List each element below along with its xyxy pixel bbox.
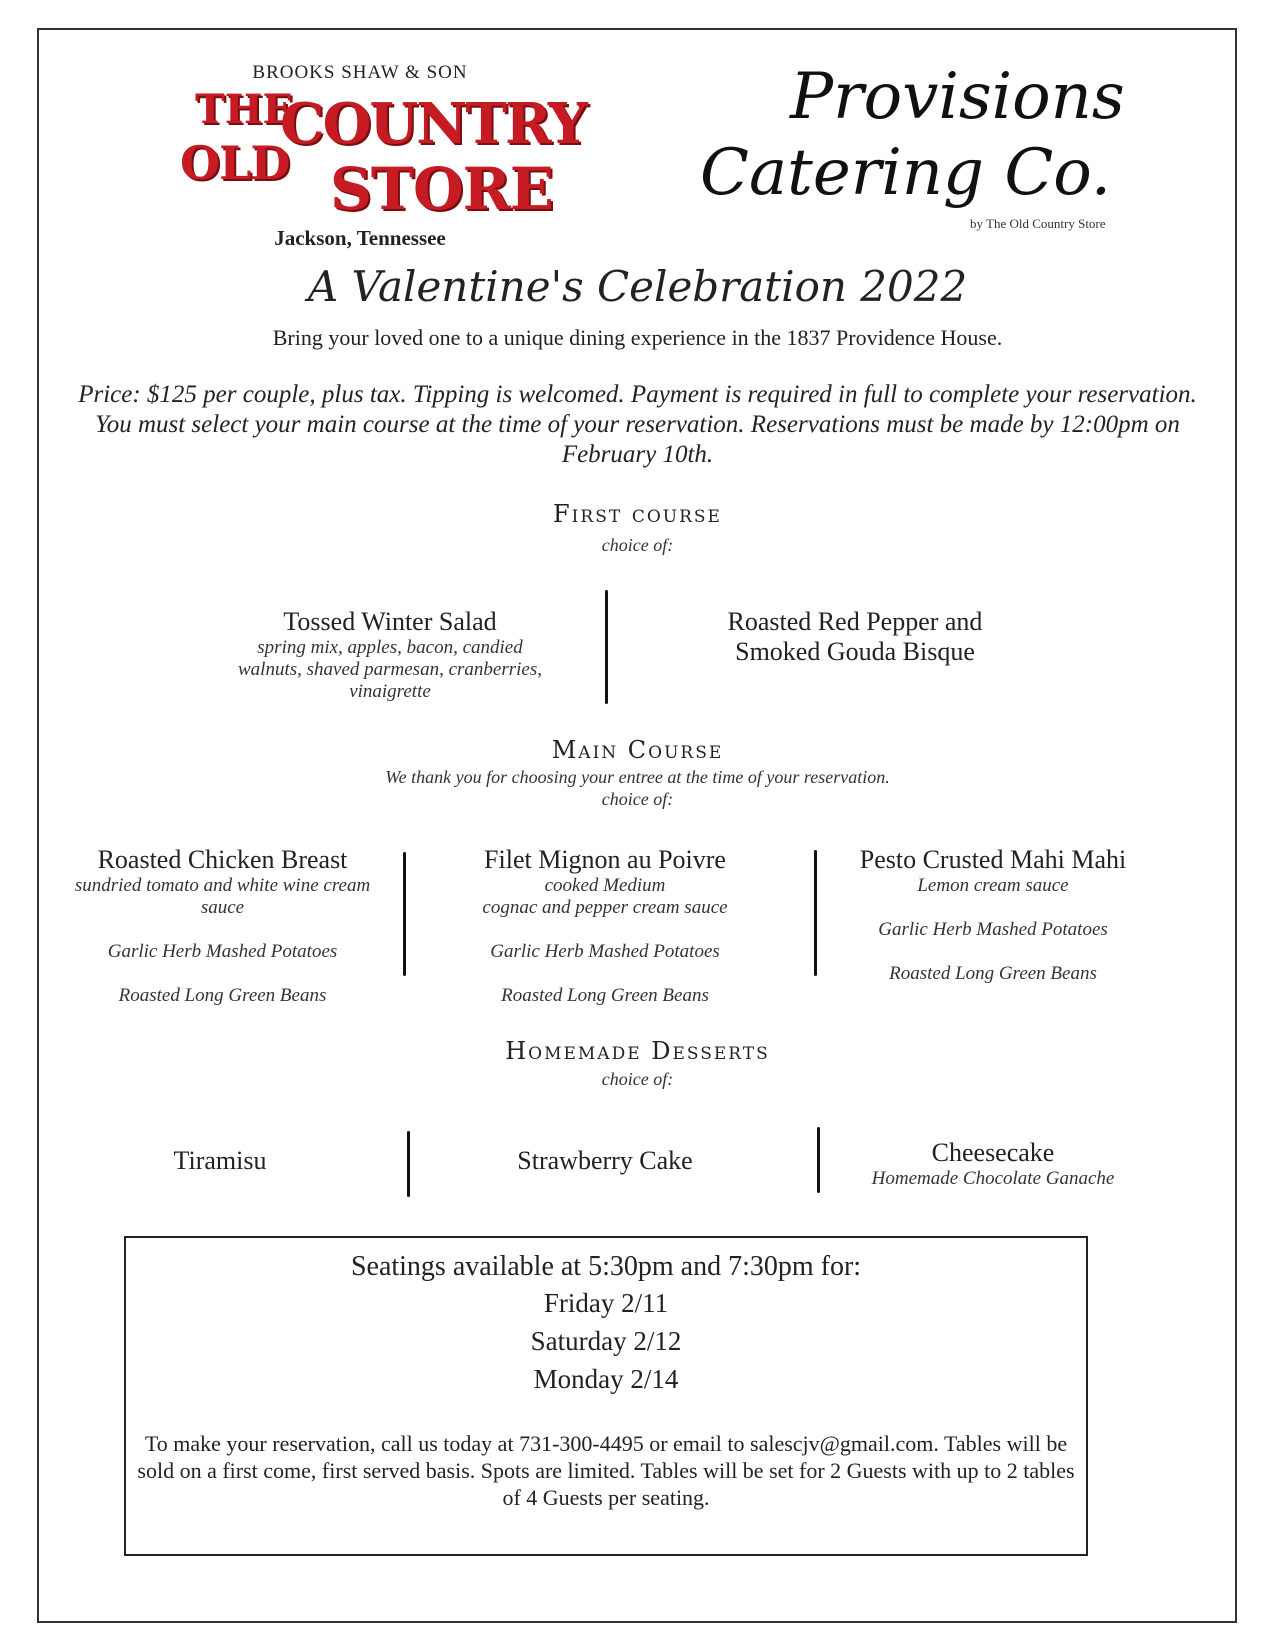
seating-day: Monday 2/14	[533, 1364, 679, 1394]
logo-the: THE	[195, 86, 294, 133]
menu-item	[100, 1146, 340, 1176]
first-course-choice: choice of:	[601, 535, 674, 555]
divider	[817, 1127, 820, 1193]
seatings-box	[124, 1236, 1088, 1556]
logo-old: OLD	[180, 136, 290, 190]
item-desc: Lemon cream sauce	[917, 875, 1069, 896]
item-name: Roasted Red Pepper and Smoked Gouda Bisque	[727, 607, 983, 666]
seating-day: Friday 2/11	[543, 1288, 669, 1318]
item-name: Cheesecake	[931, 1138, 1055, 1167]
item-name: Tossed Winter Salad	[283, 607, 497, 636]
menu-item	[210, 607, 570, 703]
menu-item	[838, 845, 1148, 985]
seatings-title: Seatings available at 5:30pm and 7:30pm for:	[350, 1251, 862, 1282]
item-desc: cognac and pepper cream sauce	[482, 897, 728, 918]
main-course-heading: Main Course	[551, 736, 724, 764]
item-desc: spring mix, apples, bacon, candied walnuts, shaved parmesan, cranberries, vinaigrette	[238, 637, 542, 702]
item-name: Pesto Crusted Mahi Mahi	[859, 845, 1127, 874]
item-desc: Homemade Chocolate Ganache	[871, 1168, 1115, 1189]
desserts-heading: Homemade Desserts	[505, 1037, 770, 1065]
item-name: Strawberry Cake	[517, 1146, 693, 1175]
item-name: Tiramisu	[173, 1146, 267, 1175]
menu-item	[445, 845, 765, 1007]
divider	[407, 1131, 410, 1197]
main-course-choice: choice of:	[601, 789, 674, 809]
item-name: Filet Mignon au Poivre	[484, 845, 726, 874]
divider	[814, 850, 817, 976]
item-desc: cooked Medium	[544, 875, 666, 896]
reservation-note: To make your reservation, call us today at 731-300-4495 or email to salescjv@gmail.com. Tables will be sold on a first come, first served basis. Spots are limited. Tables will be set for 2 Guests with up to 2 tables of 4 Guests per seating.	[137, 1431, 1075, 1510]
old-country-store-logo	[180, 62, 586, 252]
desserts-choice: choice of:	[601, 1069, 674, 1089]
logo-store: STORE	[330, 155, 553, 223]
provisions-catering-logo	[700, 60, 1140, 240]
logo-top-line: BROOKS SHAW & SON	[252, 62, 468, 83]
item-side: Roasted Long Green Beans	[889, 963, 1097, 984]
item-desc: sundried tomato and white wine cream sauce	[74, 875, 371, 918]
divider	[403, 852, 406, 976]
menu-item	[455, 1146, 755, 1176]
page-title: A Valentine's Celebration 2022	[307, 262, 968, 311]
item-side: Garlic Herb Mashed Potatoes	[490, 941, 720, 962]
item-side: Garlic Herb Mashed Potatoes	[107, 941, 338, 962]
logo-city: Jackson, Tennessee	[274, 226, 446, 250]
seating-day: Saturday 2/12	[530, 1326, 682, 1356]
logo-provisions: Provisions	[790, 60, 1125, 134]
first-course-heading: First course	[553, 500, 722, 528]
logo-catering-co: Catering Co.	[700, 136, 1112, 210]
price-text: Price: $125 per couple, plus tax. Tipping is welcomed. Payment is required in full to complete your reservation. You must select your main course at the time of your reservation. Reservations must be made by 12:00pm on February 10th.	[78, 381, 1197, 468]
intro-text: Bring your loved one to a unique dining experience in the 1837 Providence House.	[272, 325, 1003, 350]
item-side: Roasted Long Green Beans	[501, 985, 709, 1006]
main-course-note: We thank you for choosing your entree at the time of your reservation.	[385, 767, 890, 787]
item-side: Roasted Long Green Beans	[118, 985, 327, 1006]
item-name: Roasted Chicken Breast	[97, 845, 348, 874]
logo-country: COUNTRY	[280, 91, 586, 157]
menu-item	[70, 845, 375, 1007]
menu-item	[838, 1138, 1148, 1190]
divider	[605, 590, 608, 704]
logo-byline: by The Old Country Store	[970, 216, 1106, 231]
item-side: Garlic Herb Mashed Potatoes	[878, 919, 1108, 940]
menu-item	[700, 607, 1010, 667]
